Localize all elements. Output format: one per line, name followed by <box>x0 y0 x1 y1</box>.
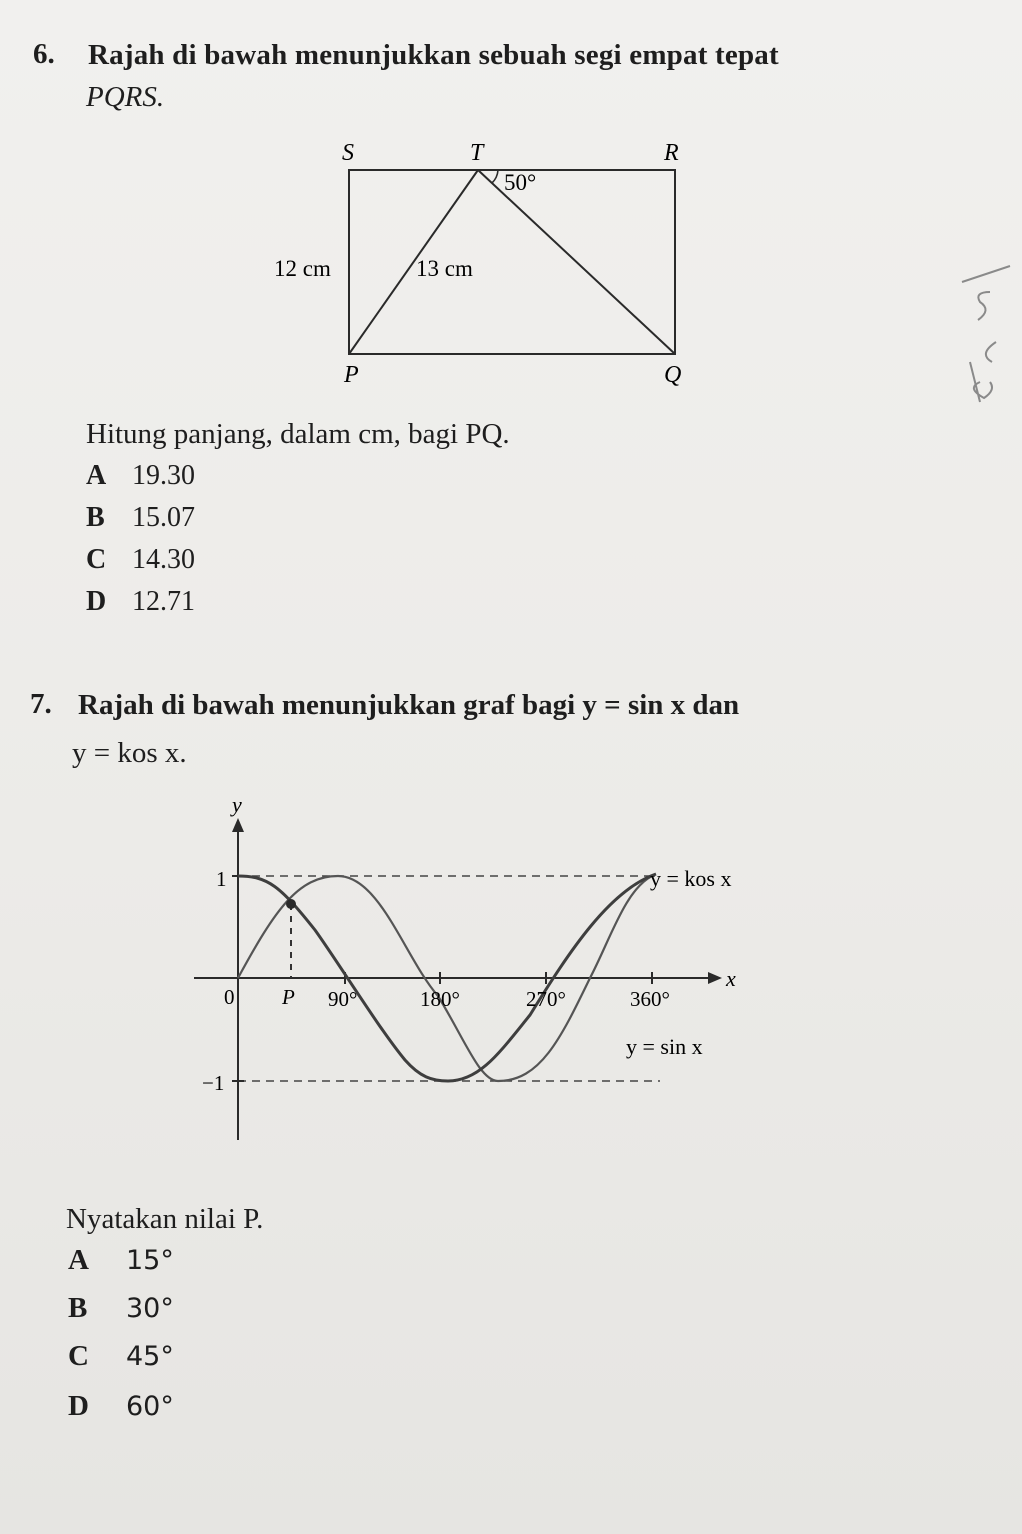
option-letter: A <box>86 460 107 491</box>
pencil-marks <box>960 262 1020 412</box>
q6-question: Hitung panjang, dalam cm, bagi PQ. <box>86 418 510 450</box>
option-letter: D <box>86 586 107 617</box>
q7-option-c[interactable] <box>68 1340 174 1373</box>
line-tq <box>478 170 675 354</box>
option-letter: B <box>68 1292 88 1324</box>
y-minus-one-label: −1 <box>202 1071 225 1095</box>
sin-label: y = sin x <box>626 1034 703 1059</box>
p-label: P <box>282 985 295 1009</box>
angle-label: 50° <box>504 170 537 195</box>
q6-option-a[interactable] <box>86 460 195 492</box>
tick-label-180: 180° <box>420 987 460 1011</box>
option-letter: C <box>68 1340 89 1372</box>
q7-option-b[interactable] <box>68 1292 174 1325</box>
label-q: Q <box>664 362 682 388</box>
option-letter: C <box>86 544 107 575</box>
tick-label-360: 360° <box>630 987 670 1011</box>
option-value: 12.71 <box>132 586 195 617</box>
q6-option-d[interactable] <box>86 586 195 618</box>
y-axis-arrow <box>232 818 244 832</box>
option-value: 15° <box>126 1245 174 1276</box>
option-letter: B <box>86 502 105 533</box>
option-value: 60° <box>126 1391 174 1422</box>
origin-label: 0 <box>224 985 235 1009</box>
intersection-point <box>286 899 296 909</box>
label-r: R <box>664 140 679 166</box>
label-t: T <box>470 140 484 166</box>
tick-label-270: 270° <box>526 987 566 1011</box>
q7-option-d[interactable] <box>68 1390 174 1423</box>
tick-label-90: 90° <box>328 987 358 1011</box>
option-letter: A <box>68 1244 89 1276</box>
x-axis-arrow <box>708 972 722 984</box>
side-pt-label: 13 cm <box>416 256 473 281</box>
q7-stem-line2: y = kos x. <box>72 737 187 769</box>
y-one-label: 1 <box>216 867 227 891</box>
q6-stem-line2: PQRS. <box>86 81 165 113</box>
q7-stem-line1: Rajah di bawah menunjukkan graf bagi y = sin x dan <box>78 689 740 721</box>
x-axis-label: x <box>726 966 736 991</box>
label-s: S <box>342 140 354 166</box>
rectangle-diagram <box>260 130 710 400</box>
option-value: 30° <box>126 1293 174 1324</box>
option-letter: D <box>68 1390 89 1422</box>
cos-label: y = kos x <box>650 866 732 891</box>
option-value: 19.30 <box>132 460 195 491</box>
option-value: 14.30 <box>132 544 195 575</box>
q6-option-b[interactable] <box>86 502 195 534</box>
q7-question: Nyatakan nilai P. <box>66 1203 264 1235</box>
y-axis-label: y <box>232 792 242 817</box>
q7-number: 7. <box>30 688 52 720</box>
trig-graph <box>180 790 780 1150</box>
q6-stem-line1: Rajah di bawah menunjukkan sebuah segi empat tepat <box>88 39 779 71</box>
q6-number: 6. <box>33 38 55 70</box>
label-p: P <box>344 362 359 388</box>
rectangle-pqrs <box>349 170 675 354</box>
side-sp-label: 12 cm <box>274 256 331 281</box>
angle-arc <box>492 170 498 183</box>
option-value: 15.07 <box>132 502 195 533</box>
q7-option-a[interactable] <box>68 1244 174 1277</box>
option-value: 45° <box>126 1341 174 1372</box>
q6-option-c[interactable] <box>86 544 195 576</box>
